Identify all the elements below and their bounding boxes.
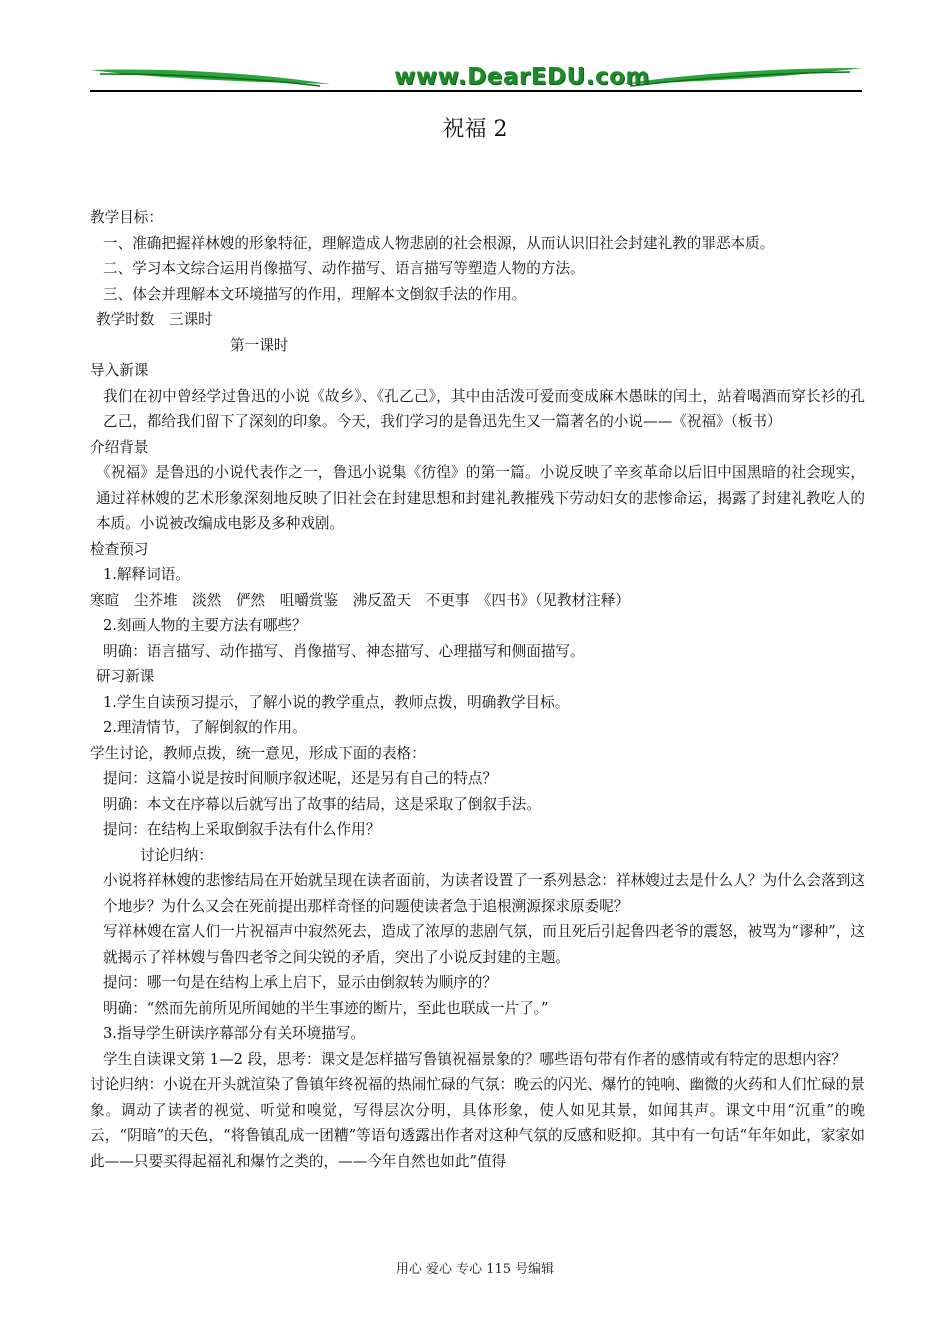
paragraph: 《祝福》是鲁迅的小说代表作之一，鲁迅小说集《彷徨》的第一篇。小说反映了辛亥革命以后旧中国黑暗的社会现实，通过祥林嫂的艺术形象深刻地反映了旧社会在封建思想和封建礼教摧残下劳动妇女的悲惨命运，揭露了封建礼教吃人的本质。小说被改编成电影及多种戏剧。 [96, 464, 865, 532]
paragraph: 我们在初中曾经学过鲁迅的小说《故乡》、《孔乙己》，其中由活泼可爱而变成麻木愚昧的闰土，站着喝酒而穿长衫的孔乙己，都给我们留下了深刻的印象。今天，我们学习的是鲁迅先生又一篇著名的小说——《祝福》（板书） [103, 387, 865, 430]
paragraph: 小说将祥林嫂的悲惨结局在开始就呈现在读者面前，为读者设置了一系列悬念：祥林嫂过去是什么人？为什么会落到这个地步？为什么又会在死前提出那样奇怪的问题使读者急于追根溯源探求原委呢？ [103, 872, 865, 915]
paragraph: 三、体会并理解本文环境描写的作用，理解本文倒叙手法的作用。 [103, 285, 527, 303]
paragraph: 2.刻画人物的主要方法有哪些？ [103, 617, 307, 634]
paragraph: 写祥林嫂在富人们一片祝福声中寂然死去，造成了浓厚的悲剧气氛，而且死后引起鲁四老爷的震怒，被骂为“谬种”，这就揭示了祥林嫂与鲁四老爷之间尖锐的矛盾，突出了小说反封建的主题。 [103, 923, 865, 966]
paragraph: 学生讨论，教师点拨，统一意见，形成下面的表格： [90, 744, 426, 762]
paragraph: 讨论归纳： [140, 846, 213, 864]
paragraph: 提问：在结构上采取倒叙手法有什么作用？ [103, 821, 381, 838]
paragraph: 检查预习 [90, 540, 149, 558]
paragraph: 3.指导学生研读序幕部分有关环境描写。 [103, 1025, 366, 1042]
paragraph: 明确：“然而先前所见所闻她的半生事迹的断片，至此也联成一片了。” [103, 999, 549, 1017]
page-title: 祝福 2 [442, 117, 508, 142]
paragraph: 1.解释词语。 [103, 566, 190, 583]
site-header [90, 60, 862, 96]
paragraph: 导入新课 [90, 362, 149, 379]
header-rule [90, 90, 862, 92]
paragraph: 教学时数 三课时 [96, 311, 213, 328]
paragraph: 明确：语言描写、动作描写、肖像描写、神态描写、心理描写和侧面描写。 [103, 642, 585, 660]
paragraph: 提问：这篇小说是按时间顺序叙述呢，还是另有自己的特点？ [103, 770, 498, 787]
paragraph: 1.学生自读预习提示，了解小说的教学重点，教师点拨，明确教学目标。 [103, 693, 570, 711]
section-heading: 第一课时 [230, 336, 289, 354]
paragraph: 明确：本文在序幕以后就写出了故事的结局，这是采取了倒叙手法。 [103, 795, 541, 813]
page-footer: 用心 爱心 专心 115 号编辑 [395, 1262, 555, 1277]
paragraph: 教学目标： [90, 209, 163, 226]
paragraph: 提问：哪一句是在结构上承上启下，显示由倒叙转为顺序的？ [103, 974, 498, 991]
paragraph: 2.理清情节，了解倒叙的作用。 [103, 719, 307, 736]
paragraph: 研习新课 [96, 668, 155, 685]
paragraph: 介绍背景 [90, 438, 149, 456]
paragraph: 一、准确把握祥林嫂的形象特征，理解造成人物悲剧的社会根源，从而认识旧社会封建礼教的罪恶本质。 [103, 234, 775, 252]
site-logo: www.DearEDU.com [394, 64, 650, 90]
paragraph: 二、学习本文综合运用肖像描写、动作描写、语言描写等塑造人物的方法。 [103, 260, 585, 277]
paragraph: 讨论归纳：小说在开头就渲染了鲁镇年终祝福的热闹忙碌的气氛：晚云的闪光、爆竹的钝响、幽微的火药和人们忙碌的景象。调动了读者的视觉、听觉和嗅觉，写得层次分明，具体形象，使人如见其景，如闻其声。课文中用“沉重”的晚云，“阴暗”的天色，“将鲁镇乱成一团糟”等语句透露出作者对这种气氛的反感和贬抑。其中有一句话“年年如此，家家如此——只要买得起福礼和爆竹之类的，——今年自然也如此”值得 [90, 1076, 865, 1170]
paragraph: 寒暄 尘芥堆 淡然 俨然 咀嚼赏鉴 沸反盈天 不更事 《四书》（见教材注释） [90, 591, 630, 609]
document-body [90, 205, 865, 1174]
paragraph: 学生自读课文第 1—2 段，思考：课文是怎样描写鲁镇祝福景象的？哪些语句带有作者的感情或有特定的思想内容？ [103, 1050, 846, 1068]
